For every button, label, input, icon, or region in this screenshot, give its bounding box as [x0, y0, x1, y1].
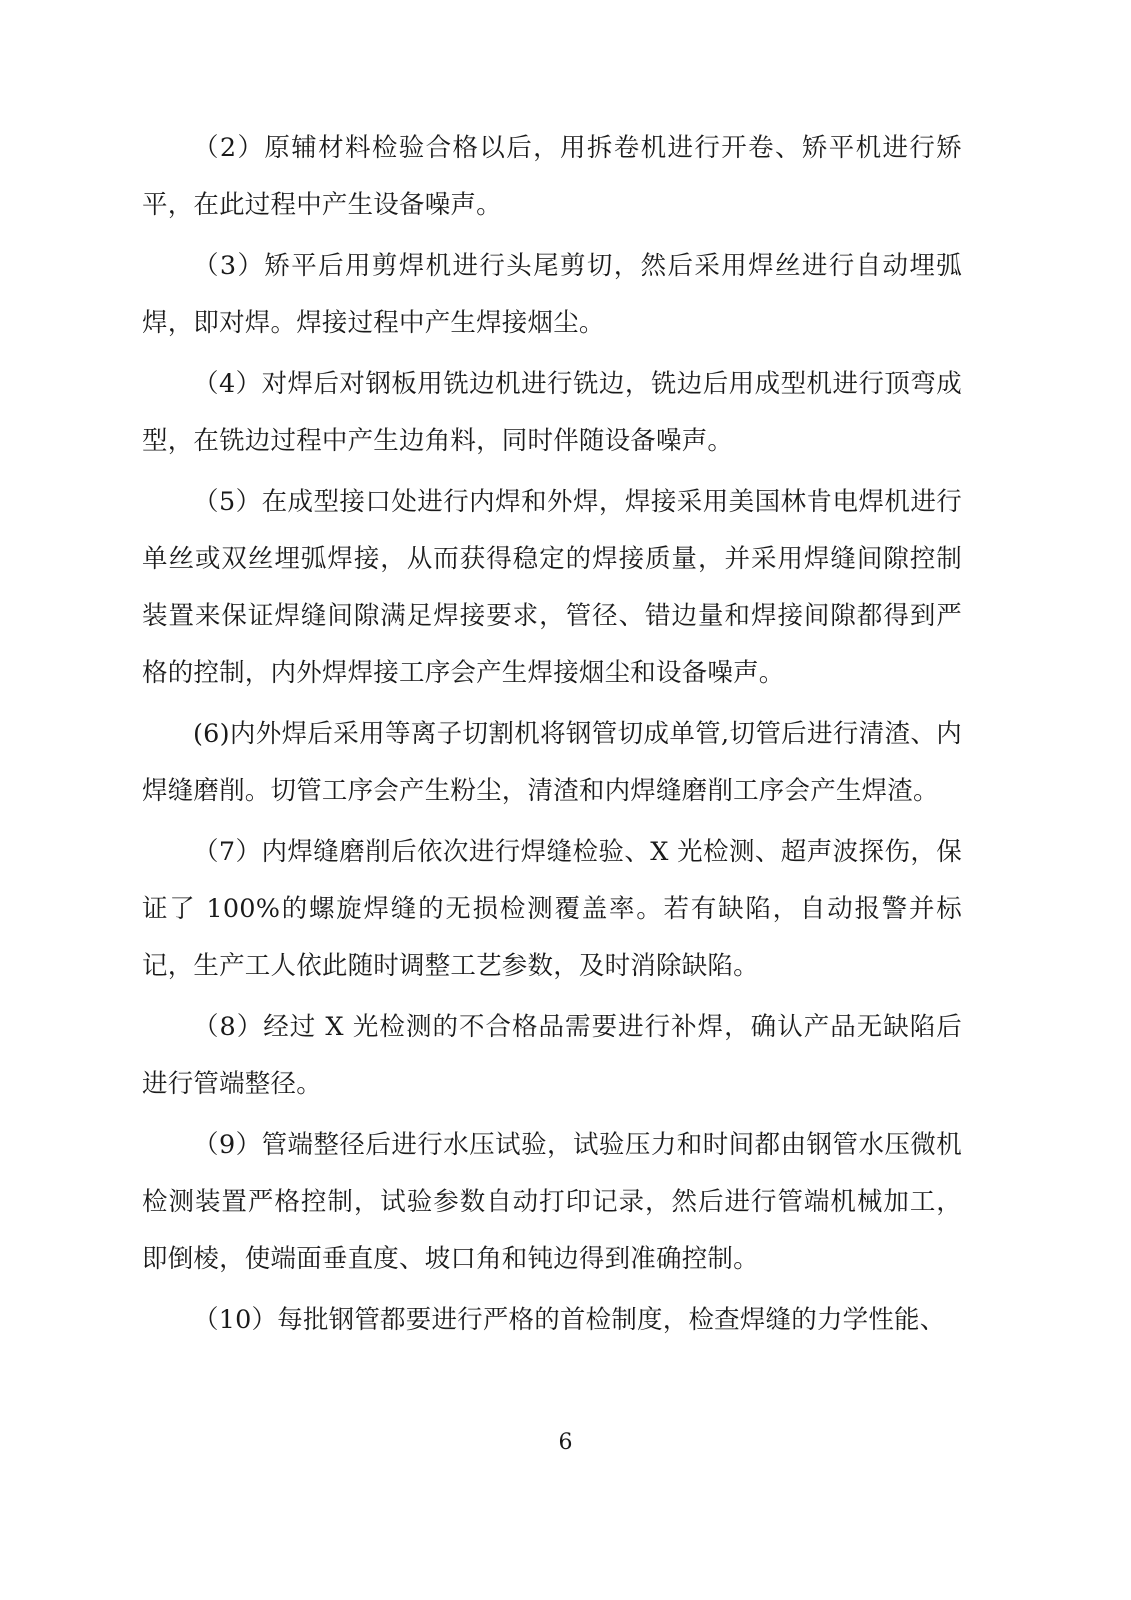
paragraph: （9）管端整径后进行水压试验，试验压力和时间都由钢管水压微机检测装置严格控制，试验参数自动打印记录，然后进行管端机械加工，即倒棱，使端面垂直度、坡口角和钝边得到准确控制。 [142, 1130, 962, 1274]
page-number: 6 [558, 1430, 573, 1455]
paragraph: （2）原辅材料检验合格以后，用拆卷机进行开卷、矫平机进行矫平，在此过程中产生设备噪声。 [142, 133, 962, 220]
paragraph: （5）在成型接口处进行内焊和外焊，焊接采用美国林肯电焊机进行单丝或双丝埋弧焊接，从而获得稳定的焊接质量，并采用焊缝间隙控制装置来保证焊缝间隙满足焊接要求，管径、错边量和焊接间隙都得到严格的控制，内外焊焊接工序会产生焊接烟尘和设备噪声。 [142, 487, 962, 688]
paragraph: （7）内焊缝磨削后依次进行焊缝检验、X 光检测、超声波探伤，保证了 100%的螺旋焊缝的无损检测覆盖率。若有缺陷，自动报警并标记，生产工人依此随时调整工艺参数，及时消除缺陷。 [142, 837, 962, 981]
paragraph: （10）每批钢管都要进行严格的首检制度，检查焊缝的力学性能、 [193, 1305, 946, 1335]
paragraph: （3）矫平后用剪焊机进行头尾剪切，然后采用焊丝进行自动埋弧焊，即对焊。焊接过程中产生焊接烟尘。 [142, 251, 962, 338]
document-body [142, 120, 962, 1349]
paragraph: （4）对焊后对钢板用铣边机进行铣边，铣边后用成型机进行顶弯成型，在铣边过程中产生边角料，同时伴随设备噪声。 [142, 369, 962, 456]
paragraph: (6)内外焊后采用等离子切割机将钢管切成单管,切管后进行清渣、内焊缝磨削。切管工序会产生粉尘，清渣和内焊缝磨削工序会产生焊渣。 [142, 719, 962, 806]
paragraph: （8）经过 X 光检测的不合格品需要进行补焊，确认产品无缺陷后进行管端整径。 [142, 1012, 962, 1099]
